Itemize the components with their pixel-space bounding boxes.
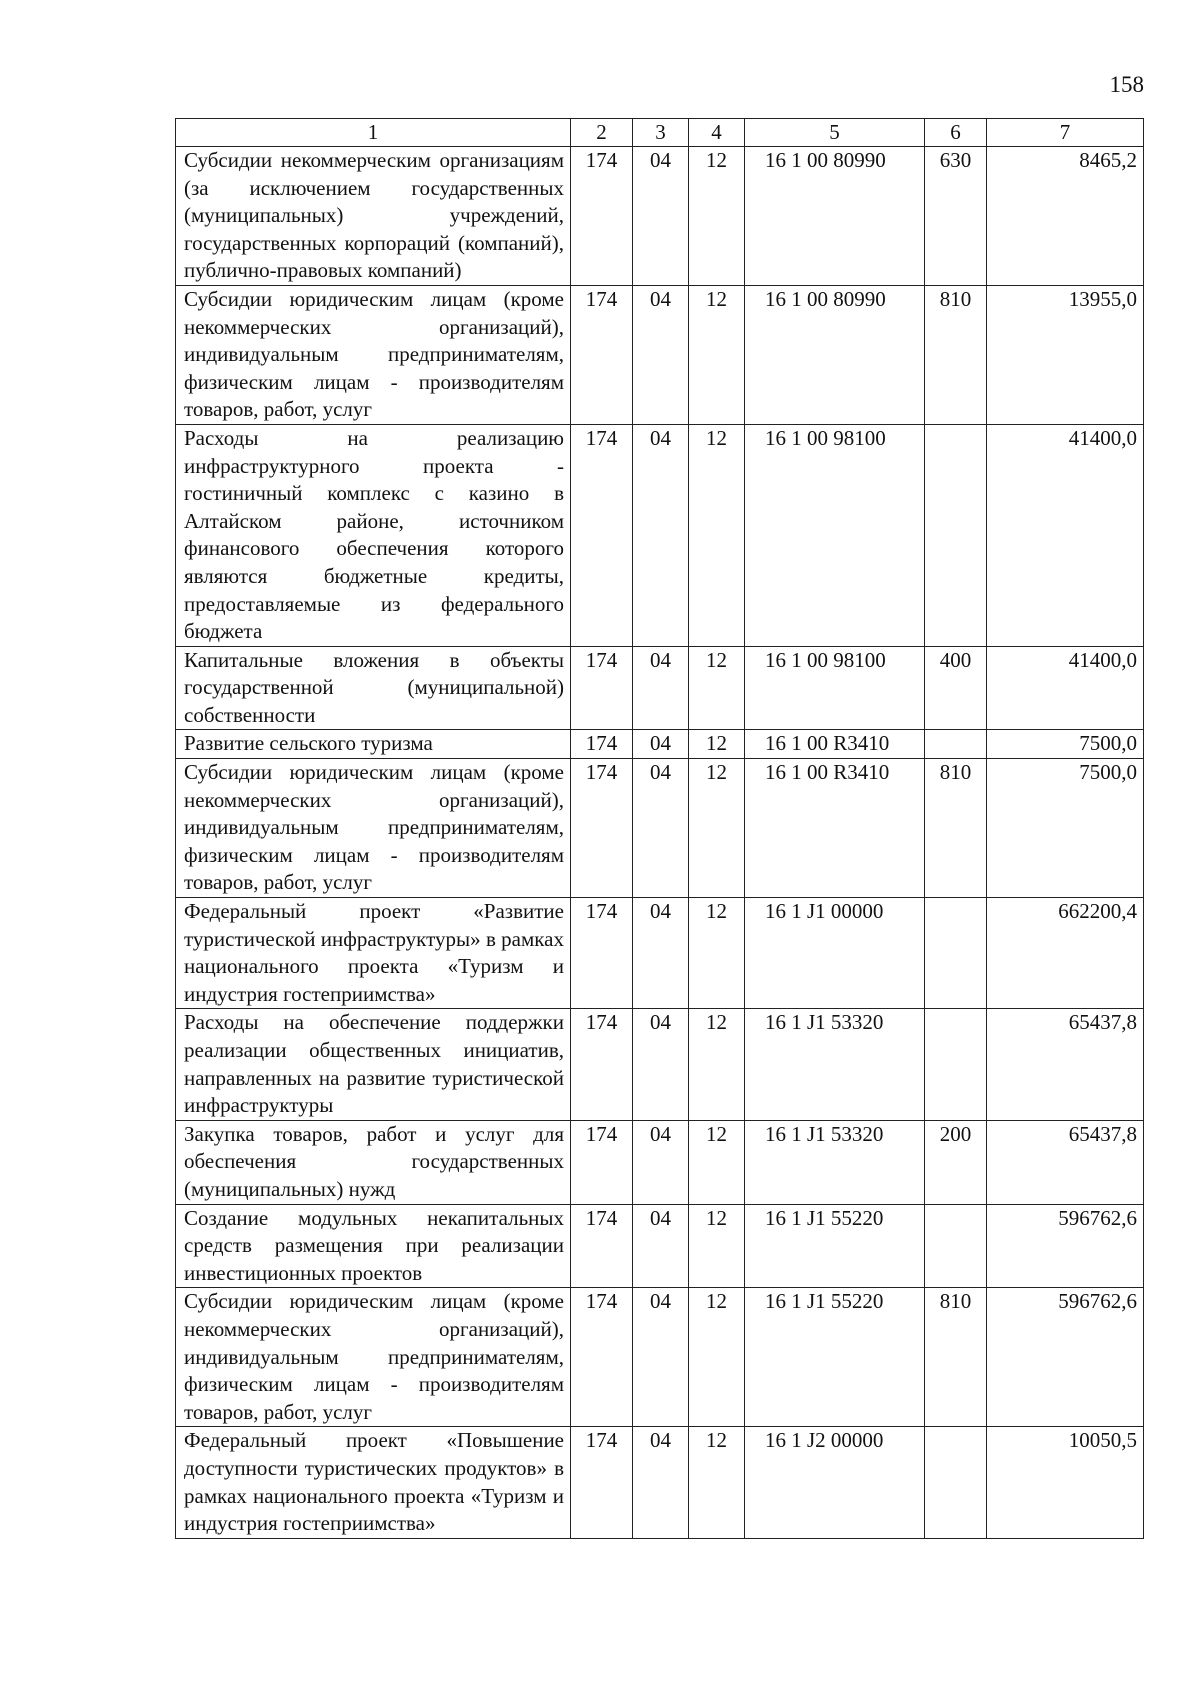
row-amount: 8465,2 — [987, 147, 1144, 286]
row-type — [925, 730, 987, 759]
row-code: 16 1 00 80990 — [745, 285, 925, 424]
row-type: 810 — [925, 759, 987, 898]
row-col2: 174 — [571, 646, 633, 730]
row-amount: 10050,5 — [987, 1427, 1144, 1538]
row-col3: 04 — [633, 1120, 689, 1204]
row-amount: 65437,8 — [987, 1120, 1144, 1204]
row-col2: 174 — [571, 898, 633, 1009]
row-amount: 596762,6 — [987, 1288, 1144, 1427]
row-col3: 04 — [633, 898, 689, 1009]
header-col-4: 4 — [689, 119, 745, 147]
row-code: 16 1 00 R3410 — [745, 759, 925, 898]
header-col-3: 3 — [633, 119, 689, 147]
table-row — [176, 1204, 1144, 1288]
row-col2: 174 — [571, 1120, 633, 1204]
row-name: Развитие сельского туризма — [176, 730, 571, 759]
row-code: 16 1 J2 00000 — [745, 1427, 925, 1538]
row-amount: 662200,4 — [987, 898, 1144, 1009]
row-amount: 7500,0 — [987, 730, 1144, 759]
row-code: 16 1 00 98100 — [745, 424, 925, 646]
row-col3: 04 — [633, 730, 689, 759]
header-col-7: 7 — [987, 119, 1144, 147]
table-row — [176, 646, 1144, 730]
row-name: Субсидии юридическим лицам (кроме некоммерческих организаций), индивидуальным предпринимателям, физическим лицам - производителям товаров, работ, услуг — [176, 285, 571, 424]
table-header-row — [176, 119, 1144, 147]
row-code: 16 1 J1 55220 — [745, 1204, 925, 1288]
row-type — [925, 424, 987, 646]
row-name: Закупка товаров, работ и услуг для обеспечения государственных (муниципальных) нужд — [176, 1120, 571, 1204]
table-row — [176, 1120, 1144, 1204]
row-col3: 04 — [633, 147, 689, 286]
row-col2: 174 — [571, 1427, 633, 1538]
row-col4: 12 — [689, 1427, 745, 1538]
row-name: Федеральный проект «Повышение доступности туристических продуктов» в рамках национального проекта «Туризм и индустрия гостеприимства» — [176, 1427, 571, 1538]
row-code: 16 1 00 80990 — [745, 147, 925, 286]
row-col2: 174 — [571, 1009, 633, 1120]
row-col2: 174 — [571, 1288, 633, 1427]
header-col-6: 6 — [925, 119, 987, 147]
table-row — [176, 1009, 1144, 1120]
row-col2: 174 — [571, 730, 633, 759]
row-col3: 04 — [633, 1009, 689, 1120]
row-col3: 04 — [633, 424, 689, 646]
table-row — [176, 424, 1144, 646]
table-row — [176, 898, 1144, 1009]
row-col4: 12 — [689, 147, 745, 286]
row-col3: 04 — [633, 285, 689, 424]
row-col4: 12 — [689, 759, 745, 898]
row-col4: 12 — [689, 285, 745, 424]
row-col4: 12 — [689, 424, 745, 646]
row-type: 630 — [925, 147, 987, 286]
row-amount: 596762,6 — [987, 1204, 1144, 1288]
row-type — [925, 1204, 987, 1288]
row-name: Расходы на реализацию инфраструктурного проекта - гостиничный комплекс с казино в Алтайском районе, источником финансового обеспечения которого являются бюджетные кредиты, предоставляемые из федерального бюджета — [176, 424, 571, 646]
header-col-2: 2 — [571, 119, 633, 147]
table-row — [176, 759, 1144, 898]
row-type — [925, 1009, 987, 1120]
row-code: 16 1 J1 53320 — [745, 1120, 925, 1204]
row-col4: 12 — [689, 898, 745, 1009]
header-col-5: 5 — [745, 119, 925, 147]
row-name: Федеральный проект «Развитие туристической инфраструктуры» в рамках национального проекта «Туризм и индустрия гостеприимства» — [176, 898, 571, 1009]
table-row — [176, 285, 1144, 424]
row-amount: 7500,0 — [987, 759, 1144, 898]
row-type: 200 — [925, 1120, 987, 1204]
budget-table — [175, 118, 1144, 1539]
row-type: 810 — [925, 285, 987, 424]
row-amount: 41400,0 — [987, 424, 1144, 646]
row-col4: 12 — [689, 1009, 745, 1120]
row-name: Субсидии юридическим лицам (кроме некоммерческих организаций), индивидуальным предпринимателям, физическим лицам - производителям товаров, работ, услуг — [176, 1288, 571, 1427]
row-amount: 41400,0 — [987, 646, 1144, 730]
row-col3: 04 — [633, 759, 689, 898]
table-row — [176, 147, 1144, 286]
row-col4: 12 — [689, 1204, 745, 1288]
page-number: 158 — [1109, 72, 1144, 97]
row-col2: 174 — [571, 1204, 633, 1288]
row-amount: 65437,8 — [987, 1009, 1144, 1120]
row-code: 16 1 J1 55220 — [745, 1288, 925, 1427]
table-row — [176, 1427, 1144, 1538]
row-col4: 12 — [689, 1120, 745, 1204]
row-col4: 12 — [689, 730, 745, 759]
row-type — [925, 898, 987, 1009]
row-name: Субсидии некоммерческим организациям (за исключением государственных (муниципальных) учреждений, государственных корпораций (компаний), публично-правовых компаний) — [176, 147, 571, 286]
row-code: 16 1 J1 53320 — [745, 1009, 925, 1120]
row-col3: 04 — [633, 1427, 689, 1538]
row-col4: 12 — [689, 1288, 745, 1427]
row-amount: 13955,0 — [987, 285, 1144, 424]
table-row — [176, 730, 1144, 759]
row-type — [925, 1427, 987, 1538]
row-col2: 174 — [571, 424, 633, 646]
row-col3: 04 — [633, 1204, 689, 1288]
row-name: Субсидии юридическим лицам (кроме некоммерческих организаций), индивидуальным предпринимателям, физическим лицам - производителям товаров, работ, услуг — [176, 759, 571, 898]
row-name: Капитальные вложения в объекты государственной (муниципальной) собственности — [176, 646, 571, 730]
table-row — [176, 1288, 1144, 1427]
row-col3: 04 — [633, 1288, 689, 1427]
header-col-1: 1 — [176, 119, 571, 147]
row-code: 16 1 J1 00000 — [745, 898, 925, 1009]
row-col2: 174 — [571, 147, 633, 286]
row-type: 810 — [925, 1288, 987, 1427]
row-code: 16 1 00 98100 — [745, 646, 925, 730]
row-col2: 174 — [571, 285, 633, 424]
row-code: 16 1 00 R3410 — [745, 730, 925, 759]
row-col4: 12 — [689, 646, 745, 730]
row-type: 400 — [925, 646, 987, 730]
row-name: Создание модульных некапитальных средств размещения при реализации инвестиционных проектов — [176, 1204, 571, 1288]
row-name: Расходы на обеспечение поддержки реализации общественных инициатив, направленных на развитие туристической инфраструктуры — [176, 1009, 571, 1120]
row-col3: 04 — [633, 646, 689, 730]
row-col2: 174 — [571, 759, 633, 898]
